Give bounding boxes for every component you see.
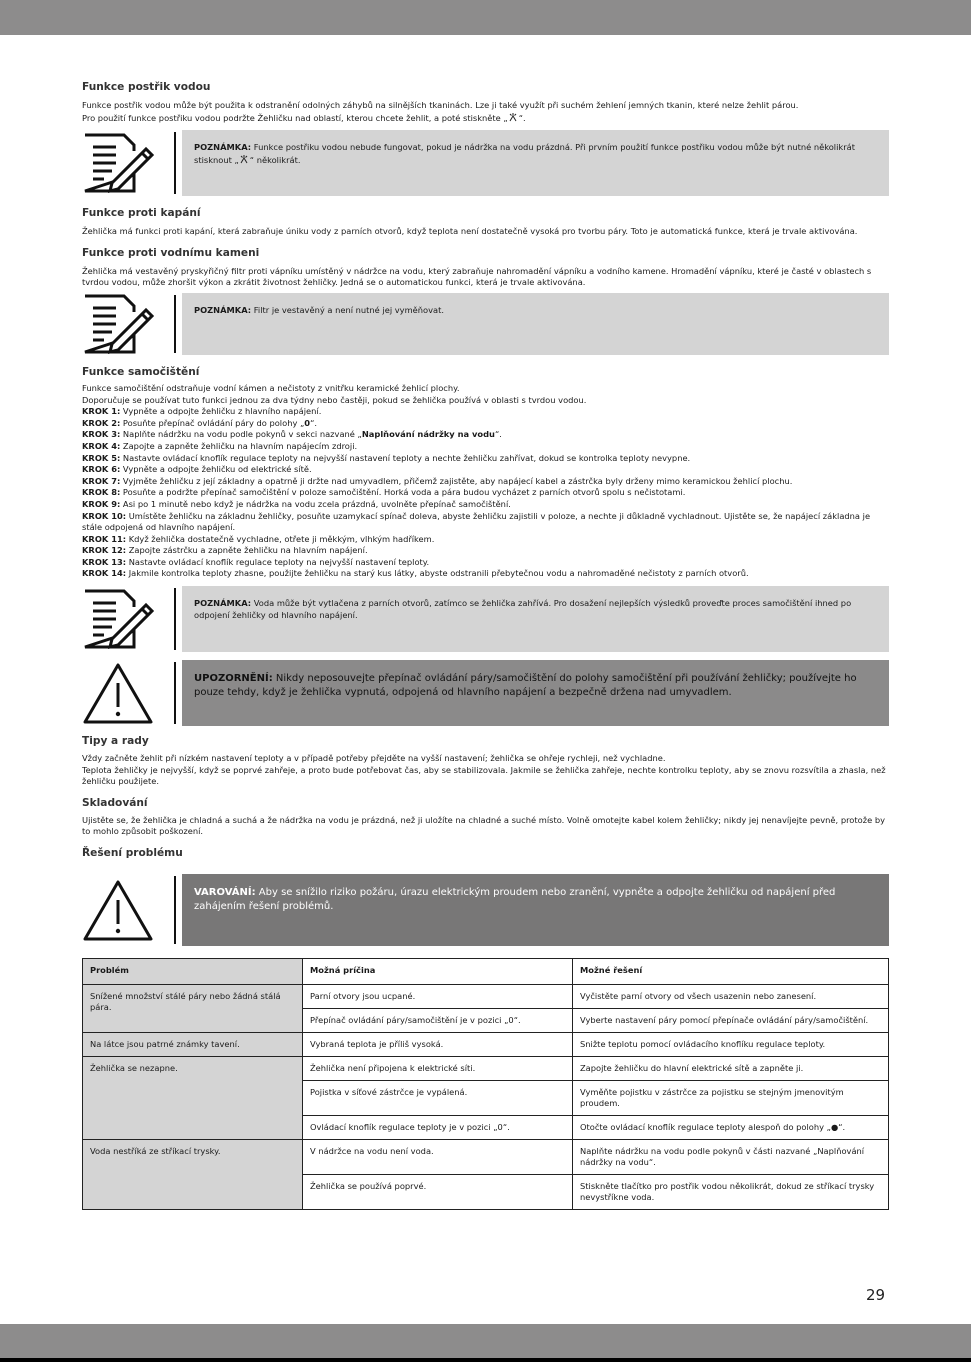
table-row [83,985,889,1009]
caution-box: UPOZORNĚNÍ: Nikdy neposouvejte přepínač ovládání páry/samočištění do polohy samočištění při používání žehličky; používejte ho pouze tehdy, když je žehlička vypnutá, odpojená od hlavního napájení a bezpečně držena nad umyvadlem. [182,660,889,726]
section-title-selfclean: Funkce samočištění [82,365,200,378]
note-box: POZNÁMKA: Funkce postřiku vodou nebude fungovat, pokud je nádržka na vodu prázdná. Při prvním použití funkce postřiku vodou může být nutné několikrát stisknout „ “ několikrát. [182,130,889,196]
section-title-spray: Funkce postřik vodou [82,81,211,93]
problem-cell: Žehlička se nezapne. [83,1057,303,1140]
problem-cell: Snížené množství stálé páry nebo žádná stálá pára. [83,985,303,1033]
step-item: KROK 4: Zapojte a zapněte žehličku na hlavním napájecím zdroji. [82,440,358,451]
cause-cell: Ovládací knoflík regulace teploty je v pozici „0“. [303,1116,573,1140]
step-item: KROK 2: Posuňte přepínač ovládání páry do polohy „0“. [82,417,318,428]
step-item: KROK 10: Umístěte žehličku na základnu žehličky, posuňte uzamykací spínač doleva, abyste žehličku zajistili v poloze, a nechte ji důkladně vychladnout. Ujistěte se, že napájecí základna je stále odpojená od hlavního napájení. [82,510,871,533]
troubleshooting-table [82,958,889,1210]
selfclean-steps [82,406,889,580]
problem-cell: Na látce jsou patrné známky tavení. [83,1033,303,1057]
note-box: POZNÁMKA: Filtr je vestavěný a není nutné jej vyměňovat. [182,293,889,355]
note-selfclean [82,586,889,652]
warning-triangle-icon [82,874,182,946]
step-item: KROK 9: Asi po 1 minutě nebo když je nádržka na vodu zcela prázdná, uvolněte přepínač samočištění. [82,498,511,509]
note-spray [82,130,889,196]
step-item: KROK 7: Vyjměte žehličku z její základny a opatrně ji držte nad umyvadlem, přičemž zajistěte, aby napájecí kabel a zástrčka byly drženy mimo keramickou žehlicí plochu. [82,475,793,486]
scale-paragraph: Žehlička má vestavěný pryskyřičný filtr proti vápníku umístěný v nádržce na vodu, který zabraňuje nahromadění vápníku a vodního kamene. Hromadění vápníku, které je časté v oblastech s tvrdou vodou, může zhoršit výkon a zkrátit životnost žehličky. Jedná se o automatickou funkci, která je trvale aktivována. [82,265,872,288]
section-title-drip: Funkce proti kapání [82,207,201,220]
note-icon [82,130,182,196]
table-row [83,1033,889,1057]
note-icon [82,586,182,652]
page-content [82,80,889,1210]
warning-trouble [82,874,889,946]
problem-cell: Voda nestříká ze stříkací trysky. [83,1140,303,1210]
step-item: KROK 3: Naplňte nádržku na vodu podle pokynů v sekci nazvané „Naplňování nádržky na vodu“. [82,429,502,440]
tips-paragraph-1: Vždy začněte žehlit při nízkém nastavení teploty a v případě potřeby přejděte na vyšší nastavení; žehlička se ohřeje rychleji, než vychladne. [82,753,666,764]
cause-cell: Žehlička se používá poprvé. [303,1175,573,1210]
selfclean-intro: Funkce samočištění odstraňuje vodní kámen a nečistoty z vnitřku keramické žehlicí plochy. [82,382,460,393]
selfclean-recommend: Doporučuje se používat tuto funkci jednou za dva týdny nebo častěji, pokud se žehlička používá v oblasti s tvrdou vodou. [82,394,587,405]
page-number: 29 [866,1286,886,1304]
fix-cell: Vyberte nastavení páry pomocí přepínače ovládání páry/samočištění. [573,1009,889,1033]
fix-cell: Snižte teplotu pomocí ovládacího knoflíku regulace teploty. [573,1033,889,1057]
fix-cell: Naplňte nádržku na vodu podle pokynů v části nazvané „Naplňování nádržky na vodu“. [573,1140,889,1175]
fix-cell: Vyměňte pojistku v zástrčce za pojistku se stejným jmenovitým proudem. [573,1081,889,1116]
table-header: Možné řešení [573,959,889,985]
warning-box: VAROVÁNÍ: Aby se snížilo riziko požáru, úrazu elektrickým proudem nebo zranění, vypněte a odpojte žehličku od napájení před zahájením řešení problémů. [182,874,889,946]
drip-paragraph: Žehlička má funkci proti kapání, která zabraňuje úniku vody z parních otvorů, když teplota není dostatečně vysoká pro tvorbu páry. Toto je automatická funkce, která je trvale aktivována. [82,226,858,237]
spray-paragraph: Funkce postřik vodou může být použita k odstranění odolných záhybů na silnějších tkaninách. Lze ji také využít při suchém žehlení jemných tkanin, které nelze žehlit párou. Pro použití funkce postřiku vodou podržte Žehličku nad oblastí, kterou chcete žehlit, a poté stiskněte „ “. [82,100,799,123]
fix-cell: Stiskněte tlačítko pro postřik vodou několikrát, dokud ze stříkací trysky nevystříkne voda. [573,1175,889,1210]
step-item: KROK 13: Nastavte ovládací knoflík regulace teploty na nejvyšší nastavení teploty. [82,556,430,567]
caution-selfclean [82,660,889,726]
spray-icon [508,112,519,122]
warning-triangle-icon [82,660,182,726]
step-item: KROK 6: Vypněte a odpojte žehličku od elektrické sítě. [82,464,312,475]
cause-cell: V nádržce na vodu není voda. [303,1140,573,1175]
section-title-storage: Skladování [82,796,148,809]
section-title-scale: Funkce proti vodnímu kameni [82,246,260,259]
note-icon [82,293,182,355]
step-item: KROK 1: Vypněte a odpojte žehličku z hlavního napájení. [82,406,322,417]
fix-cell: Otočte ovládací knoflík regulace teploty alespoň do polohy „●“. [573,1116,889,1140]
fix-cell: Zapojte žehličku do hlavní elektrické sítě a zapněte ji. [573,1057,889,1081]
section-title-tips: Tipy a rady [82,735,149,748]
step-item: KROK 14: Jakmile kontrolka teploty zhasne, použijte žehličku na starý kus látky, abyste odstranili přebytečnou vodu a nahromaděné nečistoty z parních otvorů. [82,568,749,579]
cause-cell: Parní otvory jsou ucpané. [303,985,573,1009]
spray-icon [239,154,250,164]
tips-paragraph-2: Teplota žehličky je nejvyšší, když se poprvé zahřeje, a proto bude potřebovat čas, aby se stabilizovala. Jakmile se žehlička zahřeje, nechte kontrolku teploty, aby se znovu rozsvítila a zhasla, než žehličku použijete. [82,764,886,787]
bottom-bar [0,1324,971,1362]
top-bar [0,0,971,35]
step-item: KROK 8: Posuňte a podržte přepínač samočištění v poloze samočištění. Horká voda a pára budou vycházet z parních otvorů spolu s nečistotami. [82,487,686,498]
cause-cell: Pojistka v síťové zástrčce je vypálená. [303,1081,573,1116]
table-row [83,1140,889,1175]
section-title-trouble: Řešení problému [82,847,183,860]
cause-cell: Žehlička není připojena k elektrické síti. [303,1057,573,1081]
note-scale [82,293,889,355]
fix-cell: Vyčistěte parní otvory od všech usazenin nebo zanesení. [573,985,889,1009]
step-item: KROK 11: Když žehlička dostatečně vychladne, otřete ji měkkým, vlhkým hadříkem. [82,533,435,544]
note-box: POZNÁMKA: Voda může být vytlačena z parních otvorů, zatímco se žehlička zahřívá. Pro dosažení nejlepších výsledků proveďte proces samočištění ihned po odpojení žehličky od hlavního napájení. [182,586,889,652]
storage-paragraph: Ujistěte se, že žehlička je chladná a suchá a že nádržka na vodu je prázdná, než ji uložíte na chladné a suché místo. Volně omotejte kabel kolem žehličky; nikdy jej nenavíjejte pevně, protože by to mohlo způsobit poškození. [82,814,885,837]
step-item: KROK 12: Zapojte zástrčku a zapněte žehličku na hlavním napájení. [82,545,368,556]
cause-cell: Vybraná teplota je příliš vysoká. [303,1033,573,1057]
step-item: KROK 5: Nastavte ovládací knoflík regulace teploty na nejvyšší nastavení teploty a nechte žehličku zahřívat, dokud se kontrolka teploty nevypne. [82,452,691,463]
cause-cell: Přepínač ovládání páry/samočištění je v pozici „0“. [303,1009,573,1033]
table-row [83,1057,889,1081]
table-header: Možná príčina [303,959,573,985]
table-header: Problém [83,959,303,985]
